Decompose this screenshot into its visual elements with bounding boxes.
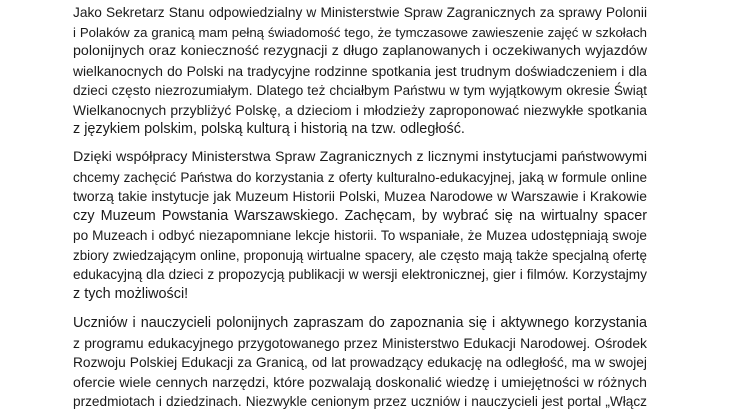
- text-line: czy Muzeum Powstania Warszawskiego. Zachęcam, by wybrać się na wirtualny spacer: [73, 207, 647, 224]
- text-line: Dzięki współpracy Ministerstwa Spraw Zagranicznych z licznymi instytucjami państwowymi: [73, 149, 647, 165]
- text-line: chcemy zachęcić Państwa do korzystania z oferty kulturalno-edukacyjnej, jaką w formule online: [73, 169, 647, 185]
- text-line: Rozwoju Polskiej Edukacji za Granicą, od lat prowadzący edukację na odległość, ma w swojej: [73, 355, 647, 370]
- text-line: tworzą takie instytucje jak Muzeum Historii Polski, Muzea Narodowe w Warszawie i Krakowie: [73, 188, 647, 204]
- paragraph-1: [73, 3, 647, 140]
- text-line: i Polaków za granicą mam pełną świadomość tego, że tymczasowe zawieszenie zajęć w szkołach: [73, 24, 647, 40]
- text-line: edukacyjną dla dzieci z propozycją publikacji w wersji elektronicznej, gier i filmów. Korzystajmy: [73, 267, 647, 282]
- text-line: Jako Sekretarz Stanu odpowiedzialny w Ministerstwie Spraw Zagranicznych za sprawy Polonii: [73, 5, 647, 20]
- text-line: Uczniów i nauczycieli polonijnych zapraszam do zapoznania się i aktywnego korzystania: [73, 315, 647, 331]
- text-line: z programu edukacyjnego przygotowanego przez Ministerstwo Edukacji Narodowej. Ośrodek: [73, 334, 647, 351]
- text-line: dzieci często niezrozumiałym. Dlatego też chciałbym Państwu w tym wyjątkowym okresie Świąt: [73, 83, 647, 98]
- text-line: zbiory zwiedzającym online, proponują wirtualne spacery, ale często mają także specjalną ofertę: [73, 247, 647, 263]
- paragraph-3: [73, 314, 647, 412]
- text-line: wielkanocnych do Polski na tradycyjne rodzinne spotkania jest trudnym doświadczeniem i dla: [73, 62, 647, 79]
- text-line: po Muzeach i odbyć niezapomniane lekcje historii. To wspaniałe, że Muzea udostępniają swoje: [73, 228, 647, 243]
- text-line: polonijnych oraz konieczność rezygnacji z długo zaplanowanych i oczekiwanych wyjazdów: [73, 43, 647, 59]
- text-line: ofercie wiele cennych narzędzi, które pozwalają doskonalić wiedzę i umiejętności w różnych: [73, 373, 647, 390]
- text-line: przedmiotach i dziedzinach. Niezwykle cenionym przez uczniów i nauczycieli jest portal „Włącz: [73, 394, 647, 409]
- text-line: z tych możliwości!: [73, 285, 189, 302]
- text-line: z językiem polskim, polską kulturą i historią na tzw. odległość.: [73, 121, 465, 137]
- text-line: Wielkanocnych przybliżyć Polskę, a dzieciom i młodzieży zaproponować niezwykłe spotkania: [73, 101, 647, 118]
- paragraph-2: [73, 148, 647, 304]
